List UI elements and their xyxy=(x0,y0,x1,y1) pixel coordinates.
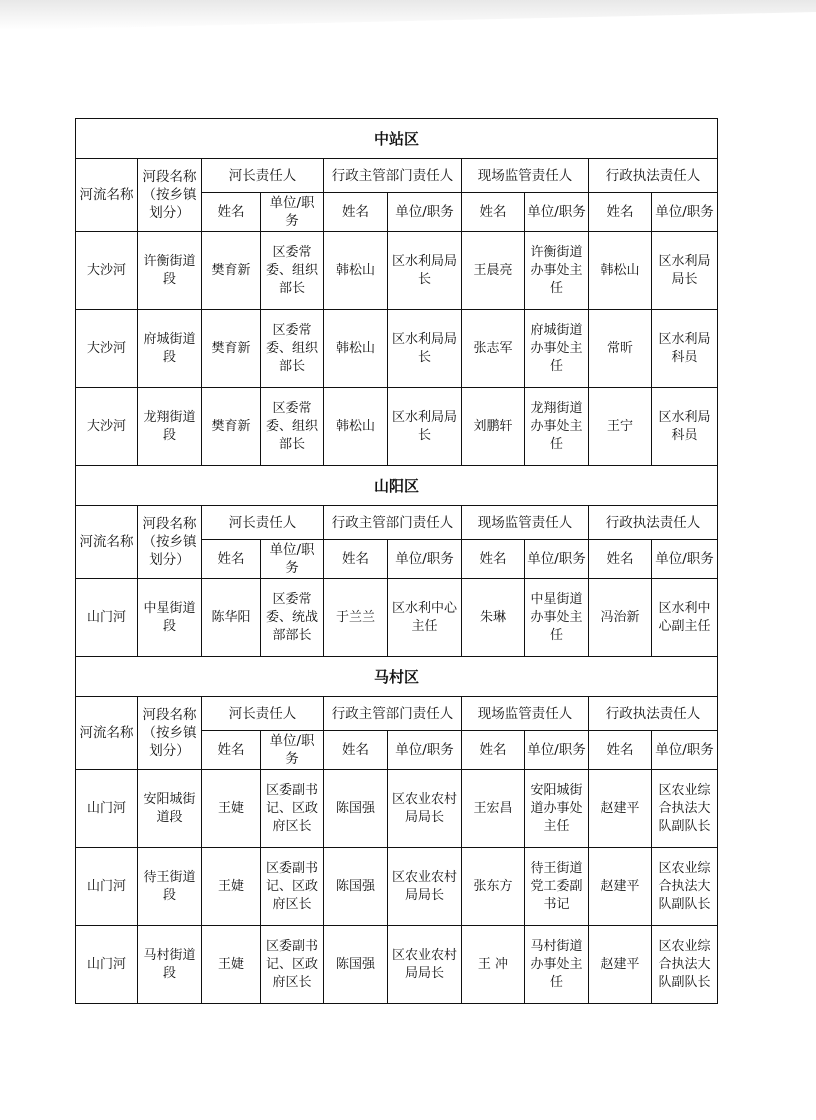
chief-unit-cell xyxy=(261,770,324,848)
enforcement-unit: 区水利中心副主任 xyxy=(658,600,711,634)
table-row xyxy=(76,579,718,657)
table-row xyxy=(76,770,718,848)
supervisor-unit: 马村街道办事处主任 xyxy=(530,938,583,990)
section-name-cell xyxy=(138,310,202,388)
section-name: 待王街道段 xyxy=(143,869,196,903)
chief-unit-cell xyxy=(261,232,324,310)
admin-unit-cell xyxy=(388,926,462,1004)
district-title: 山阳区 xyxy=(76,466,718,506)
river-name-cell xyxy=(76,579,138,657)
admin-name-cell xyxy=(324,848,388,926)
admin-name: 韩松山 xyxy=(335,418,375,434)
header-group: 现场监管责任人 xyxy=(462,506,589,540)
admin-name: 韩松山 xyxy=(335,340,375,356)
chief-name-cell xyxy=(202,579,261,657)
supervisor-name-cell xyxy=(462,848,525,926)
header-name: 姓名 xyxy=(589,731,652,770)
chief-name: 樊育新 xyxy=(211,262,251,278)
table-row xyxy=(76,232,718,310)
supervisor-name-cell xyxy=(462,388,525,466)
header-name: 姓名 xyxy=(589,193,652,232)
river-name-cell xyxy=(76,926,138,1004)
table-row xyxy=(76,310,718,388)
chief-name: 王婕 xyxy=(217,956,244,972)
river-name: 大沙河 xyxy=(86,340,126,356)
header-section-name: 河段名称（按乡镇划分） xyxy=(138,697,202,770)
chief-unit: 区委常委、统战部部长 xyxy=(265,591,318,643)
scan-crease-shadow xyxy=(0,0,816,30)
header-name: 姓名 xyxy=(462,193,525,232)
admin-unit: 区水利局局长 xyxy=(391,253,457,287)
supervisor-unit-cell xyxy=(525,848,589,926)
admin-unit-cell xyxy=(388,579,462,657)
table-row xyxy=(76,926,718,1004)
header-group: 河长责任人 xyxy=(202,159,324,193)
enforcement-unit: 区水利局科员 xyxy=(658,331,711,365)
admin-unit: 区农业农村局局长 xyxy=(391,791,457,825)
header-unit: 单位/职务 xyxy=(261,540,324,579)
supervisor-name: 张东方 xyxy=(473,878,513,894)
admin-name-cell xyxy=(324,388,388,466)
header-section-name: 河段名称（按乡镇划分） xyxy=(138,159,202,232)
enforcement-name-cell xyxy=(589,388,652,466)
district-title-row xyxy=(76,119,718,159)
header-river-name: 河流名称 xyxy=(76,159,138,232)
district-title-row xyxy=(76,466,718,506)
header-group: 行政执法责任人 xyxy=(589,506,718,540)
admin-name: 陈国强 xyxy=(335,878,375,894)
supervisor-name-cell xyxy=(462,310,525,388)
header-unit: 单位/职务 xyxy=(261,193,324,232)
header-group: 现场监管责任人 xyxy=(462,697,589,731)
supervisor-unit-cell xyxy=(525,579,589,657)
chief-unit: 区委常委、组织部长 xyxy=(265,322,318,374)
enforcement-name: 赵建平 xyxy=(600,956,640,972)
enforcement-unit-cell xyxy=(652,579,718,657)
chief-unit-cell xyxy=(261,579,324,657)
chief-name-cell xyxy=(202,848,261,926)
enforcement-name: 王宁 xyxy=(606,418,633,434)
supervisor-name-cell xyxy=(462,926,525,1004)
admin-unit: 区农业农村局局长 xyxy=(391,947,457,981)
enforcement-name-cell xyxy=(589,310,652,388)
header-group: 行政主管部门责任人 xyxy=(324,159,462,193)
header-group: 行政主管部门责任人 xyxy=(324,506,462,540)
admin-name: 陈国强 xyxy=(335,800,375,816)
header-name: 姓名 xyxy=(324,540,388,579)
chief-unit: 区委常委、组织部长 xyxy=(265,400,318,452)
river-name: 大沙河 xyxy=(86,418,126,434)
enforcement-unit-cell xyxy=(652,770,718,848)
supervisor-name: 王晨亮 xyxy=(473,262,513,278)
header-group: 行政执法责任人 xyxy=(589,159,718,193)
chief-name: 王婕 xyxy=(217,800,244,816)
admin-unit-cell xyxy=(388,848,462,926)
chief-name-cell xyxy=(202,310,261,388)
chief-name: 樊育新 xyxy=(211,340,251,356)
supervisor-unit-cell xyxy=(525,232,589,310)
enforcement-unit: 区农业综合执法大队副队长 xyxy=(658,860,711,912)
header-group: 河长责任人 xyxy=(202,697,324,731)
enforcement-name: 韩松山 xyxy=(600,262,640,278)
header-group: 河长责任人 xyxy=(202,506,324,540)
section-name-cell xyxy=(138,926,202,1004)
header-name: 姓名 xyxy=(462,540,525,579)
section-name: 安阳城街道段 xyxy=(143,791,196,825)
enforcement-name: 赵建平 xyxy=(600,878,640,894)
chief-unit-cell xyxy=(261,926,324,1004)
admin-unit: 区水利中心主任 xyxy=(391,600,457,634)
header-unit: 单位/职务 xyxy=(652,540,718,579)
admin-name: 于兰兰 xyxy=(335,609,375,625)
admin-unit: 区水利局局长 xyxy=(391,331,457,365)
header-unit: 单位/职务 xyxy=(652,731,718,770)
supervisor-name: 王宏昌 xyxy=(473,800,513,816)
header-unit: 单位/职务 xyxy=(652,193,718,232)
river-chief-roster-table xyxy=(75,118,718,1004)
section-name-cell xyxy=(138,388,202,466)
supervisor-unit: 安阳城街道办事处主任 xyxy=(530,782,583,834)
enforcement-name-cell xyxy=(589,579,652,657)
supervisor-unit: 中星街道办事处主任 xyxy=(530,591,583,643)
chief-unit: 区委副书记、区政府区长 xyxy=(265,860,318,912)
admin-name-cell xyxy=(324,926,388,1004)
header-group: 行政主管部门责任人 xyxy=(324,697,462,731)
header-unit: 单位/职务 xyxy=(388,193,462,232)
enforcement-name-cell xyxy=(589,926,652,1004)
header-group: 行政执法责任人 xyxy=(589,697,718,731)
header-name: 姓名 xyxy=(202,193,261,232)
section-name-cell xyxy=(138,232,202,310)
enforcement-unit-cell xyxy=(652,926,718,1004)
roster-body xyxy=(76,119,718,1004)
header-river-name: 河流名称 xyxy=(76,506,138,579)
section-name-cell xyxy=(138,770,202,848)
admin-unit-cell xyxy=(388,388,462,466)
supervisor-unit: 待王街道党工委副书记 xyxy=(530,860,583,912)
river-name: 山门河 xyxy=(86,609,126,625)
chief-name: 陈华阳 xyxy=(211,609,251,625)
header-group: 现场监管责任人 xyxy=(462,159,589,193)
header-name: 姓名 xyxy=(589,540,652,579)
enforcement-unit: 区农业综合执法大队副队长 xyxy=(658,938,711,990)
district-title: 马村区 xyxy=(76,657,718,697)
section-name: 许衡街道段 xyxy=(143,253,196,287)
river-name-cell xyxy=(76,232,138,310)
header-row xyxy=(76,506,718,540)
supervisor-unit-cell xyxy=(525,926,589,1004)
chief-unit-cell xyxy=(261,848,324,926)
enforcement-name-cell xyxy=(589,770,652,848)
river-name-cell xyxy=(76,770,138,848)
header-row xyxy=(76,159,718,193)
district-title: 中站区 xyxy=(76,119,718,159)
header-unit: 单位/职务 xyxy=(525,540,589,579)
admin-name-cell xyxy=(324,232,388,310)
chief-unit: 区委副书记、区政府区长 xyxy=(265,938,318,990)
enforcement-name-cell xyxy=(589,232,652,310)
admin-unit-cell xyxy=(388,770,462,848)
supervisor-name: 张志军 xyxy=(473,340,513,356)
chief-unit: 区委副书记、区政府区长 xyxy=(265,782,318,834)
enforcement-name: 赵建平 xyxy=(600,800,640,816)
header-name: 姓名 xyxy=(324,193,388,232)
admin-name: 韩松山 xyxy=(335,262,375,278)
admin-unit: 区水利局局长 xyxy=(391,409,457,443)
supervisor-name-cell xyxy=(462,770,525,848)
admin-unit-cell xyxy=(388,232,462,310)
chief-name-cell xyxy=(202,232,261,310)
section-name-cell xyxy=(138,579,202,657)
enforcement-unit-cell xyxy=(652,310,718,388)
river-name-cell xyxy=(76,310,138,388)
enforcement-unit-cell xyxy=(652,232,718,310)
river-name: 山门河 xyxy=(86,878,126,894)
header-name: 姓名 xyxy=(462,731,525,770)
header-row xyxy=(76,697,718,731)
admin-unit: 区农业农村局局长 xyxy=(391,869,457,903)
admin-name: 陈国强 xyxy=(335,956,375,972)
header-unit: 单位/职务 xyxy=(525,731,589,770)
header-unit: 单位/职务 xyxy=(525,193,589,232)
admin-name-cell xyxy=(324,770,388,848)
supervisor-name-cell xyxy=(462,232,525,310)
enforcement-name: 常昕 xyxy=(606,340,633,356)
river-name-cell xyxy=(76,848,138,926)
enforcement-unit: 区农业综合执法大队副队长 xyxy=(658,782,711,834)
river-name-cell xyxy=(76,388,138,466)
header-name: 姓名 xyxy=(202,731,261,770)
chief-name: 王婕 xyxy=(217,878,244,894)
section-name: 中星街道段 xyxy=(143,600,196,634)
supervisor-unit: 许衡街道办事处主任 xyxy=(530,244,583,296)
enforcement-unit-cell xyxy=(652,848,718,926)
river-name: 山门河 xyxy=(86,956,126,972)
table-row xyxy=(76,388,718,466)
river-name: 大沙河 xyxy=(86,262,126,278)
chief-name-cell xyxy=(202,388,261,466)
header-river-name: 河流名称 xyxy=(76,697,138,770)
chief-name-cell xyxy=(202,926,261,1004)
header-unit: 单位/职务 xyxy=(261,731,324,770)
enforcement-unit: 区水利局局长 xyxy=(658,253,711,287)
chief-name-cell xyxy=(202,770,261,848)
supervisor-unit-cell xyxy=(525,770,589,848)
header-unit: 单位/职务 xyxy=(388,731,462,770)
chief-name: 樊育新 xyxy=(211,418,251,434)
chief-unit-cell xyxy=(261,310,324,388)
section-name-cell xyxy=(138,848,202,926)
enforcement-unit: 区水利局科员 xyxy=(658,409,711,443)
supervisor-unit: 府城街道办事处主任 xyxy=(530,322,583,374)
supervisor-name: 朱琳 xyxy=(479,609,506,625)
supervisor-name: 王 冲 xyxy=(477,956,509,972)
chief-unit: 区委常委、组织部长 xyxy=(265,244,318,296)
supervisor-name: 刘鹏轩 xyxy=(473,418,513,434)
header-name: 姓名 xyxy=(324,731,388,770)
supervisor-unit-cell xyxy=(525,310,589,388)
district-title-row xyxy=(76,657,718,697)
header-name: 姓名 xyxy=(202,540,261,579)
section-name: 府城街道段 xyxy=(143,331,196,365)
supervisor-unit-cell xyxy=(525,388,589,466)
chief-unit-cell xyxy=(261,388,324,466)
table-row xyxy=(76,848,718,926)
header-section-name: 河段名称（按乡镇划分） xyxy=(138,506,202,579)
supervisor-name-cell xyxy=(462,579,525,657)
admin-name-cell xyxy=(324,310,388,388)
enforcement-name-cell xyxy=(589,848,652,926)
supervisor-unit: 龙翔街道办事处主任 xyxy=(530,400,583,452)
admin-name-cell xyxy=(324,579,388,657)
enforcement-name: 冯治新 xyxy=(600,609,640,625)
header-unit: 单位/职务 xyxy=(388,540,462,579)
section-name: 马村街道段 xyxy=(143,947,196,981)
river-name: 山门河 xyxy=(86,800,126,816)
admin-unit-cell xyxy=(388,310,462,388)
section-name: 龙翔街道段 xyxy=(143,409,196,443)
enforcement-unit-cell xyxy=(652,388,718,466)
